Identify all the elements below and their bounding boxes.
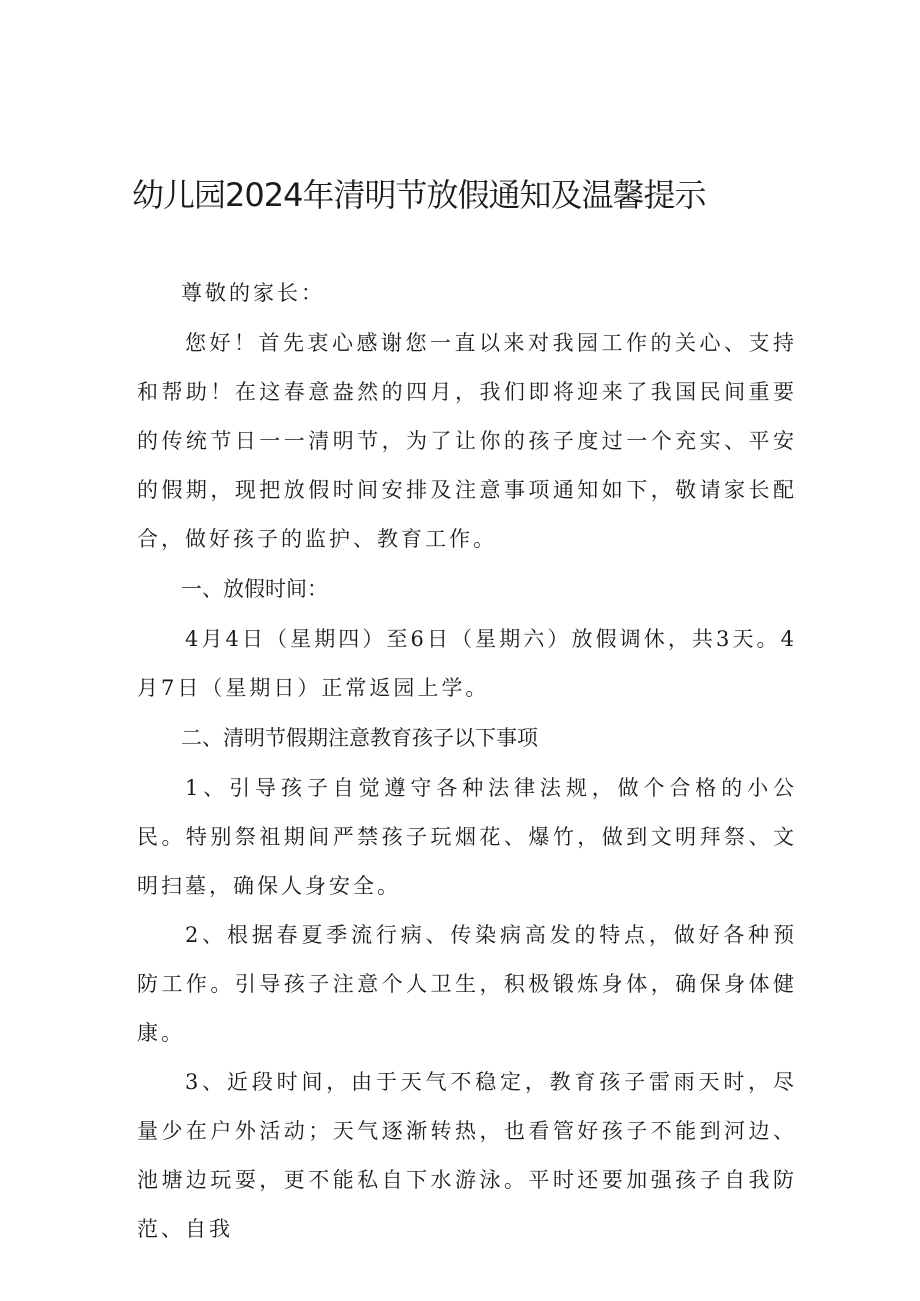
salutation: 尊敬的家长： (181, 281, 325, 305)
section-heading-safety-notes: 二、清明节假期注意教育孩子以下事项 (181, 726, 538, 750)
document-body (137, 268, 797, 1254)
safety-note-1: 1、引导孩子自觉遵守各种法律法规，做个合格的小公民。特别祭祖期间严禁孩子玩烟花、爆竹，做到文明拜祭、文明扫墓，确保人身安全。 (137, 776, 797, 898)
holiday-time-paragraph: 4月4日（星期四）至6日（星期六）放假调休，共3天。4月7日（星期日）正常返园上学。 (137, 627, 797, 700)
safety-note-2: 2、根据春夏季流行病、传染病高发的特点，做好各种预防工作。引导孩子注意个人卫生，积极锻炼身体，确保身体健康。 (137, 923, 797, 1045)
section-heading-holiday-time: 一、放假时间： (181, 577, 328, 601)
document-title: 幼儿园2024年清明节放假通知及温馨提示 (132, 176, 706, 214)
intro-paragraph: 您好！首先衷心感谢您一直以来对我园工作的关心、支持和帮助！在这春意盎然的四月，我们即将迎来了我国民间重要的传统节日一一清明节，为了让你的孩子度过一个充实、平安的假期，现把放假时间安排及注意事项通知如下，敬请家长配合，做好孩子的监护、教育工作。 (137, 331, 797, 551)
safety-note-3: 3、近段时间，由于天气不稳定，教育孩子雷雨天时，尽量少在户外活动；天气逐渐转热，也看管好孩子不能到河边、池塘边玩耍，更不能私自下水游泳。平时还要加强孩子自我防范、自我 (137, 1070, 797, 1241)
